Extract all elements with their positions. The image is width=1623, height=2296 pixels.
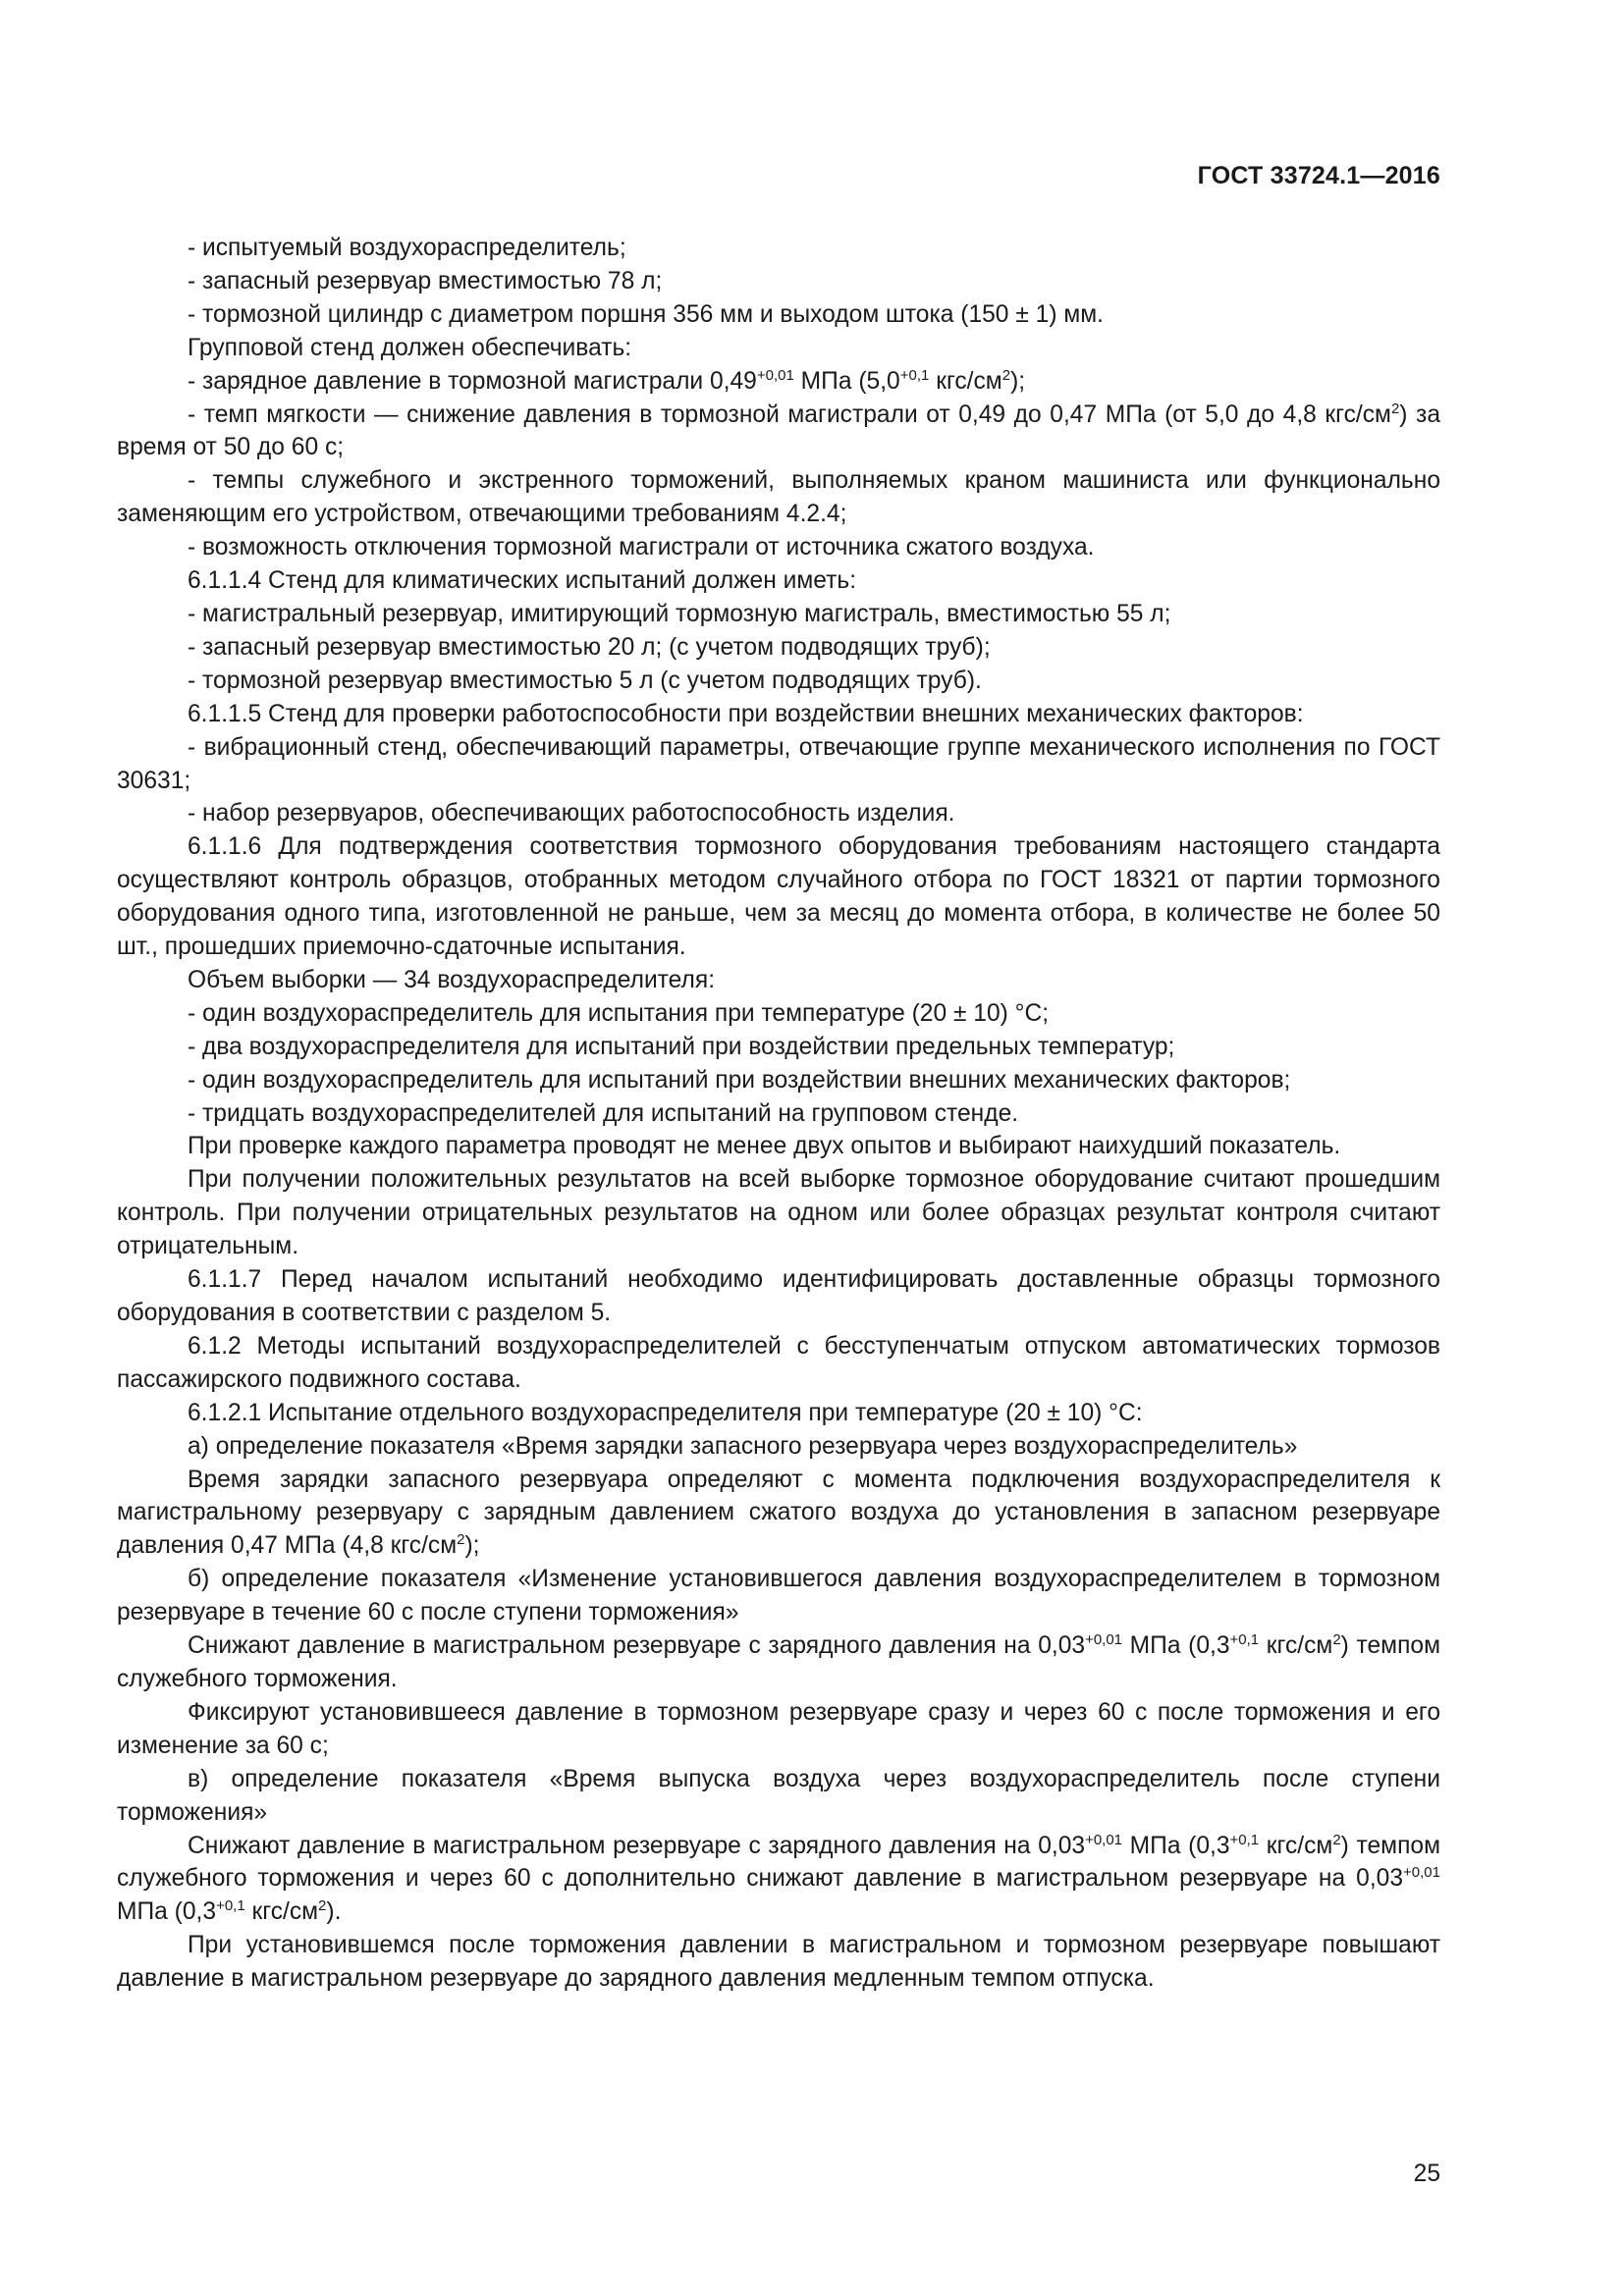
superscript: 2 xyxy=(1332,1631,1341,1649)
paragraph-text: - один воздухораспределитель для испытания при температуре (20 ± 10) °С; xyxy=(188,999,1050,1027)
paragraph xyxy=(117,365,1440,399)
paragraph-text: МПа (0,3 xyxy=(117,1898,217,1926)
paragraph-text: Фиксируют установившееся давление в тормозном резервуаре сразу и через 60 с после торможения и его изменение за 60 с; xyxy=(117,1698,1440,1759)
paragraph-text: ); xyxy=(1010,367,1026,395)
paragraph-text: МПа (0,3 xyxy=(1122,1632,1230,1660)
paragraph-text: ) за время от 50 до 60 с; xyxy=(117,400,1440,461)
superscript: 2 xyxy=(1332,1831,1341,1848)
paragraph-text: - тридцать воздухораспределителей для испытаний на групповом стенде. xyxy=(188,1099,1019,1127)
paragraph-text: кгс/см xyxy=(929,367,1002,395)
paragraph-text: - темпы служебного и экстренного торможений, выполняемых краном машиниста или функционально заменяющим его устройством, отвечающими требованиям 4.2.4; xyxy=(117,467,1440,528)
paragraph xyxy=(117,1629,1440,1696)
paragraph xyxy=(117,531,1440,564)
paragraph xyxy=(117,1464,1440,1564)
paragraph-text: - испытуемый воздухораспределитель; xyxy=(188,235,626,261)
paragraph-text: - тормозной цилиндр с диаметром поршня 356 мм и выходом штока (150 ± 1) мм. xyxy=(188,300,1105,328)
paragraph-text: ) темпом служебного торможения. xyxy=(117,1632,1440,1692)
paragraph-text: - запасный резервуар вместимостью 20 л; (с учетом подводящих труб); xyxy=(188,633,991,661)
paragraph xyxy=(117,332,1440,365)
paragraph xyxy=(117,1031,1440,1064)
paragraph xyxy=(117,1830,1440,1930)
paragraph-text: МПа (5,0 xyxy=(793,367,900,395)
paragraph xyxy=(117,1696,1440,1763)
paragraph xyxy=(117,298,1440,332)
paragraph xyxy=(117,1130,1440,1163)
superscript: 2 xyxy=(318,1897,327,1915)
paragraph xyxy=(117,598,1440,631)
paragraph-text: МПа (0,3 xyxy=(1122,1832,1230,1859)
paragraph-text: - магистральный резервуар, имитирующий тормозную магистраль, вместимостью 55 л; xyxy=(188,600,1171,627)
superscript: +0,1 xyxy=(216,1897,245,1915)
paragraph-text: 6.1.2 Методы испытаний воздухораспределителей с бесступенчатым отпуском автоматических тормозов пассажирского подвижного состава. xyxy=(117,1332,1440,1393)
paragraph-text: Групповой стенд должен обеспечивать: xyxy=(188,334,632,361)
body-text xyxy=(117,232,1440,1996)
paragraph xyxy=(117,731,1440,798)
paragraph-text: а) определение показателя «Время зарядки запасного резервуара через воздухораспределитель» xyxy=(188,1432,1298,1460)
paragraph xyxy=(117,464,1440,531)
document-code: ГОСТ 33724.1—2016 xyxy=(1197,162,1440,189)
paragraph-text: При установившемся после торможения давлении в магистральном и тормозном резервуаре повышают давление в магистральном резервуаре до зарядного давления медленным темпом отпуска. xyxy=(117,1932,1440,1993)
superscript: +0,01 xyxy=(1403,1864,1440,1882)
paragraph xyxy=(117,997,1440,1031)
paragraph xyxy=(117,1563,1440,1629)
paragraph-text: Время зарядки запасного резервуара определяют с момента подключения воздухораспределителя к магистральному резервуару с зарядным давлением сжатого воздуха до установления в запасном резервуаре давления 0,47 МПа (4,8 кгс/см xyxy=(117,1466,1440,1560)
paragraph-text: - один воздухораспределитель для испытаний при воздействии внешних механических факторов; xyxy=(188,1066,1291,1094)
paragraph xyxy=(117,698,1440,731)
paragraph-text: 6.1.1.5 Стенд для проверки работоспособности при воздействии внешних механических факторов: xyxy=(188,700,1304,727)
paragraph-text: ). xyxy=(326,1898,342,1926)
superscript: +0,01 xyxy=(1085,1831,1123,1848)
superscript: +0,1 xyxy=(1229,1631,1260,1649)
paragraph-text: - набор резервуаров, обеспечивающих работоспособность изделия. xyxy=(188,800,955,828)
paragraph-text: кгс/см xyxy=(244,1898,319,1926)
paragraph xyxy=(117,1763,1440,1830)
paragraph-text: При получении положительных результатов на всей выборке тормозное оборудование считают прошедшим контроль. При получении отрицательных результатов на одном или более образцах результат контроля считают отрицательным. xyxy=(117,1166,1440,1260)
paragraph-text: 6.1.1.4 Стенд для климатических испытаний должен иметь: xyxy=(188,567,857,595)
paragraph-text: 6.1.2.1 Испытание отдельного воздухораспределителя при температуре (20 ± 10) °С: xyxy=(188,1399,1143,1426)
paragraph xyxy=(117,1163,1440,1263)
superscript: 2 xyxy=(1390,400,1400,417)
superscript: +0,01 xyxy=(1085,1631,1123,1649)
paragraph-text: - запасный резервуар вместимостью 78 л; xyxy=(188,267,663,294)
paragraph-text: 6.1.1.6 Для подтверждения соответствия тормозного оборудования требованиям настоящего стандарта осуществляют контроль образцов, отобранных методом случайного отбора по ГОСТ 18321 от партии тормозного оборудования одного типа, изготовленной не раньше, чем за месяц до момента отбора, в количестве не более 50 шт., прошедших приемочно-сдаточные испытания. xyxy=(117,833,1440,961)
paragraph xyxy=(117,1929,1440,1996)
paragraph xyxy=(117,1263,1440,1330)
paragraph-text: - два воздухораспределителя для испытаний при воздействии предельных температур; xyxy=(188,1033,1175,1060)
paragraph-text: - зарядное давление в тормозной магистрали 0,49 xyxy=(188,367,757,395)
paragraph xyxy=(117,399,1440,465)
paragraph-text: При проверке каждого параметра проводят не менее двух опытов и выбирают наихудший показатель. xyxy=(188,1133,1341,1160)
superscript: 2 xyxy=(1001,366,1011,384)
paragraph-text: Объем выборки — 34 воздухораспределителя: xyxy=(188,966,716,993)
paragraph-text: Снижают давление в магистральном резервуаре с зарядного давления на 0,03 xyxy=(188,1632,1086,1660)
paragraph-text: - возможность отключения тормозной магистрали от источника сжатого воздуха. xyxy=(188,534,1095,561)
paragraph-text: - темп мягкости — снижение давления в тормозной магистрали от 0,49 до 0,47 МПа (от 5,0 до 4,8 кгс/см xyxy=(188,400,1391,428)
paragraph-text: кгс/см xyxy=(1259,1832,1333,1859)
paragraph-text: б) определение показателя «Изменение установившегося давления воздухораспределителем в тормозном резервуаре в течение 60 с после ступени торможения» xyxy=(117,1566,1440,1627)
superscript: 2 xyxy=(457,1531,465,1549)
superscript: +0,1 xyxy=(1229,1831,1260,1848)
paragraph-text: в) определение показателя «Время выпуска воздуха через воздухораспределитель после ступени торможения» xyxy=(117,1765,1440,1826)
paragraph-text: - тормозной резервуар вместимостью 5 л (с учетом подводящих труб). xyxy=(188,667,982,694)
paragraph xyxy=(117,964,1440,997)
paragraph-text: 6.1.1.7 Перед началом испытаний необходимо идентифицировать доставленные образцы тормозного оборудования в соответствии с разделом 5. xyxy=(117,1266,1440,1326)
paragraph xyxy=(117,265,1440,298)
paragraph xyxy=(117,631,1440,665)
superscript: +0,1 xyxy=(899,366,930,384)
paragraph xyxy=(117,665,1440,698)
paragraph xyxy=(117,1064,1440,1097)
paragraph xyxy=(117,1097,1440,1131)
paragraph xyxy=(117,232,1440,265)
paragraph xyxy=(117,1397,1440,1430)
paragraph xyxy=(117,797,1440,830)
page-number: 25 xyxy=(1413,2161,1440,2187)
superscript: +0,01 xyxy=(756,366,794,384)
paragraph xyxy=(117,564,1440,598)
paragraph-text: ); xyxy=(464,1532,480,1560)
paragraph xyxy=(117,1330,1440,1397)
paragraph-text: - вибрационный стенд, обеспечивающий параметры, отвечающие группе механического исполнения по ГОСТ 30631; xyxy=(117,733,1440,794)
paragraph-text: Снижают давление в магистральном резервуаре с зарядного давления на 0,03 xyxy=(188,1832,1086,1859)
paragraph xyxy=(117,830,1440,964)
paragraph-text: кгс/см xyxy=(1259,1632,1333,1660)
paragraph-text: ) темпом служебного торможения и через 60 с дополнительно снижают давление в магистральном резервуаре на 0,03 xyxy=(117,1832,1440,1893)
paragraph xyxy=(117,1430,1440,1464)
